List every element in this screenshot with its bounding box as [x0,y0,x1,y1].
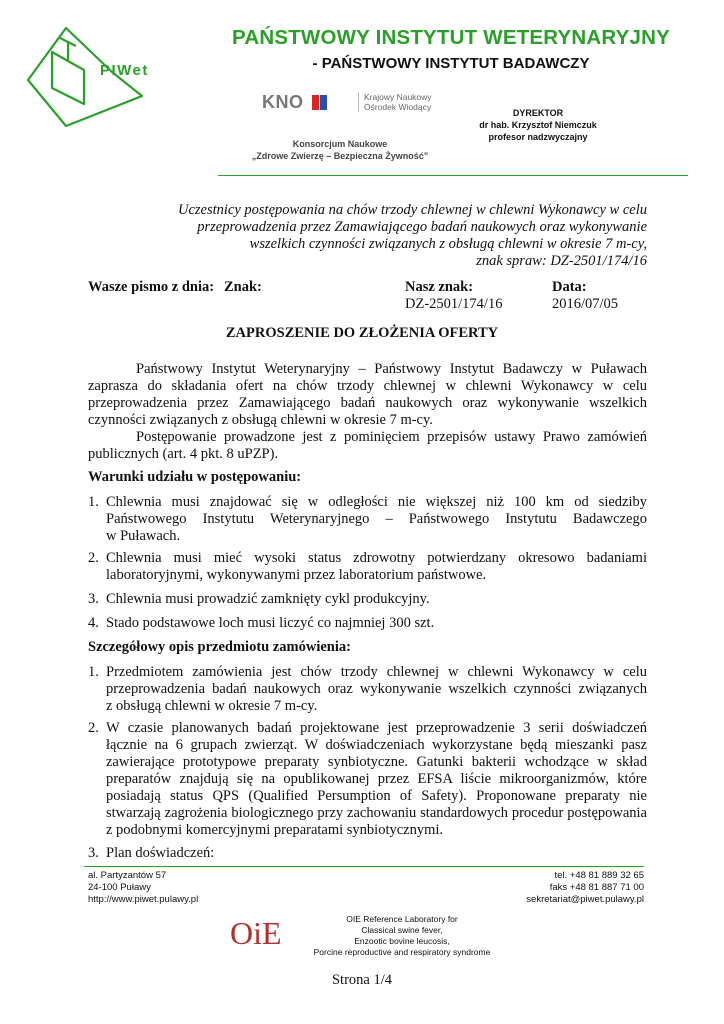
document-title: ZAPROSZENIE DO ZŁOŻENIA OFERTY [225,325,499,341]
intro-p1-line1: Państwowy Instytut Weterynaryjny – Państwowy Instytut Badawczy w Puławach [136,361,647,377]
detail-item-2-line1: W czasie planowanych badań projektowane jest przeprowadzenie 3 serii doświadczeń [106,720,647,736]
detail-item-2 [88,720,647,839]
condition-item-1-line2: Państwowego Instytutu Weterynaryjnego – Państwowego Instytutu Badawczego [106,511,647,527]
detail-item-2-line4: preparatów znajdują się na opublikowanej przez EFSA liście mikroorganizmów, które [106,771,647,787]
detail-item-3-number: 3. [88,845,99,861]
kno-subtitle-line2: Ośrodek Wiodący [364,102,432,112]
detail-item-2-line6: stwarzają zagrożenia biologicznego przy zachowaniu standardowych procedur postępowania [106,805,647,821]
footer-address [88,870,198,906]
condition-item-4-number: 4. [88,615,99,631]
footer-fax: faks +48 81 887 71 00 [549,882,644,893]
detail-item-1-number: 1. [88,664,99,680]
director-block [462,107,614,143]
oie-logo [228,912,300,952]
details-heading: Szczegółowy opis przedmiotu zamówienia: [88,639,351,655]
consortium-line2: „Zdrowe Zwierzę – Bezpieczna Żywność” [251,151,429,161]
detail-item-2-line2: łącznie na 6 grupach zwierząt. W doświadczeniach wykorzystane będą mieszanki pasz [106,737,647,753]
condition-item-2-number: 2. [88,550,99,566]
condition-item-3 [88,591,647,608]
footer-contact [526,870,644,906]
our-sign-value: DZ-2501/174/16 [405,296,503,312]
detail-item-1 [88,664,647,715]
kno-subtitle-line1: Krajowy Naukowy [364,92,432,102]
header-divider [218,175,688,176]
intro-paragraph-1 [88,361,647,429]
institute-title: PAŃSTWOWY INSTYTUT WETERYNARYJNY [231,26,671,49]
condition-item-2 [88,550,647,584]
condition-item-2-line2: laboratoryjnymi, wykonywanymi przez laboratorium państwowe. [106,567,487,583]
oie-reference-block [302,914,502,958]
condition-item-1-number: 1. [88,494,99,510]
detail-item-1-line2: przeprowadzenia badań naukowych oraz wykonywanie wszelkich czynności związanych [106,681,647,697]
condition-item-4-line1: Stado podstawowe loch musi liczyć co najmniej 300 szt. [106,615,435,631]
director-position: profesor nadzwyczajny [488,132,588,142]
piwet-logo [22,22,202,134]
addressee-line4: znak spraw: DZ-2501/174/16 [476,253,647,269]
detail-item-1-line3: z obsługą chlewni w okresie 7 m-cy. [106,698,318,714]
oie-line1: OIE Reference Laboratory for [346,914,458,924]
date-label: Data: [552,279,587,295]
addressee-line3: wszelkich czynności związanych z obsługą chlewni w okresie 7 m-cy, [249,236,647,252]
condition-item-1 [88,494,647,545]
condition-item-4 [88,615,647,632]
intro-p2-line2: publicznych (art. 4 pkt. 8 uPZP). [88,446,279,462]
consortium-line1: Konsorcjum Naukowe [292,139,388,149]
footer-address-line2: 24-100 Puławy [88,882,151,893]
institute-subtitle: - PAŃSTWOWY INSTYTUT BADAWCZY [312,55,590,72]
addressee-line2: przeprowadzenia przez Zamawiającego badań naukowych oraz wykonywanie [197,219,647,235]
footer-address-line1: al. Partyzantów 57 [88,870,167,881]
detail-item-2-line3: zawierające prototypowe preparaty synbiotyczne. Gatunki bakterii wchodzące w skład [106,754,647,770]
kno-logo [262,92,327,113]
sign-label: Znak: [224,279,262,295]
kno-book-icon-right [320,95,327,110]
condition-item-3-line1: Chlewnia musi prowadzić zamknięty cykl produkcyjny. [106,591,430,607]
oie-line4: Porcine reproductive and respiratory syndrome [313,947,491,957]
detail-item-2-line5: posiadają status QPS (Qualified Persumption of Safety). Proponowane preparaty nie [106,788,647,804]
detail-item-3 [88,845,647,862]
intro-p1-line3: przeprowadzenia przez Zamawiającego badań naukowych oraz wykonywanie wszelkich [88,395,647,411]
consortium-block [240,138,440,162]
condition-item-2-line1: Chlewnia musi mieć wysoki status zdrowotny potwierdzany okresowo badaniami [106,550,647,566]
intro-paragraph-2 [88,429,647,463]
detail-item-3-line1: Plan doświadczeń: [106,845,215,861]
director-title: DYREKTOR [512,108,564,118]
footer-website-link[interactable]: http://www.piwet.pulawy.pl [88,894,199,905]
footer-phone: tel. +48 81 889 32 65 [554,870,644,881]
your-letter-label: Wasze pismo z dnia: [88,279,215,295]
oie-line3: Enzootic bovine leucosis, [354,936,450,946]
intro-p1-line4: czynności związanych z obsługą chlewni w okresie 7 m-cy. [88,412,433,428]
intro-p2-line1: Postępowanie prowadzone jest z pominięciem przepisów ustawy Prawo zamówień [136,429,647,445]
detail-item-2-number: 2. [88,720,99,736]
oie-logo-text: OiE [230,915,282,951]
conditions-heading: Warunki udziału w postępowaniu: [88,469,302,485]
date-value: 2016/07/05 [552,296,619,312]
kno-logo-text: KNO [262,92,304,112]
detail-item-1-line1: Przedmiotem zamówienia jest chów trzody chlewnej w chlewni Wykonawcy w celu [106,664,647,680]
oie-line2: Classical swine fever, [361,925,443,935]
footer-email-link[interactable]: sekretariat@piwet.pulawy.pl [526,894,644,905]
footer-divider [84,866,644,867]
addressee-block [150,202,647,270]
intro-p1-line2: zaprasza do składania ofert na chów trzody chlewnej w chlewni Wykonawcy w celu [88,378,647,394]
detail-item-2-line7: z podobnymi komercyjnymi preparatami synbiotycznymi. [106,822,444,838]
kno-subtitle [358,92,432,112]
director-name: dr hab. Krzysztof Niemczuk [479,120,597,130]
addressee-line1: Uczestnicy postępowania na chów trzody chlewnej w chlewni Wykonawcy w celu [177,202,647,218]
our-sign-label: Nasz znak: [405,279,474,295]
kno-book-icon [312,95,319,110]
page-number: Strona 1/4 [331,972,392,988]
condition-item-1-line1: Chlewnia musi znajdować się w odległości nie większej niż 100 km od siedziby [106,494,647,510]
condition-item-3-number: 3. [88,591,99,607]
condition-item-1-line3: w Puławach. [106,528,181,544]
logo-text: PIWet [100,62,149,79]
